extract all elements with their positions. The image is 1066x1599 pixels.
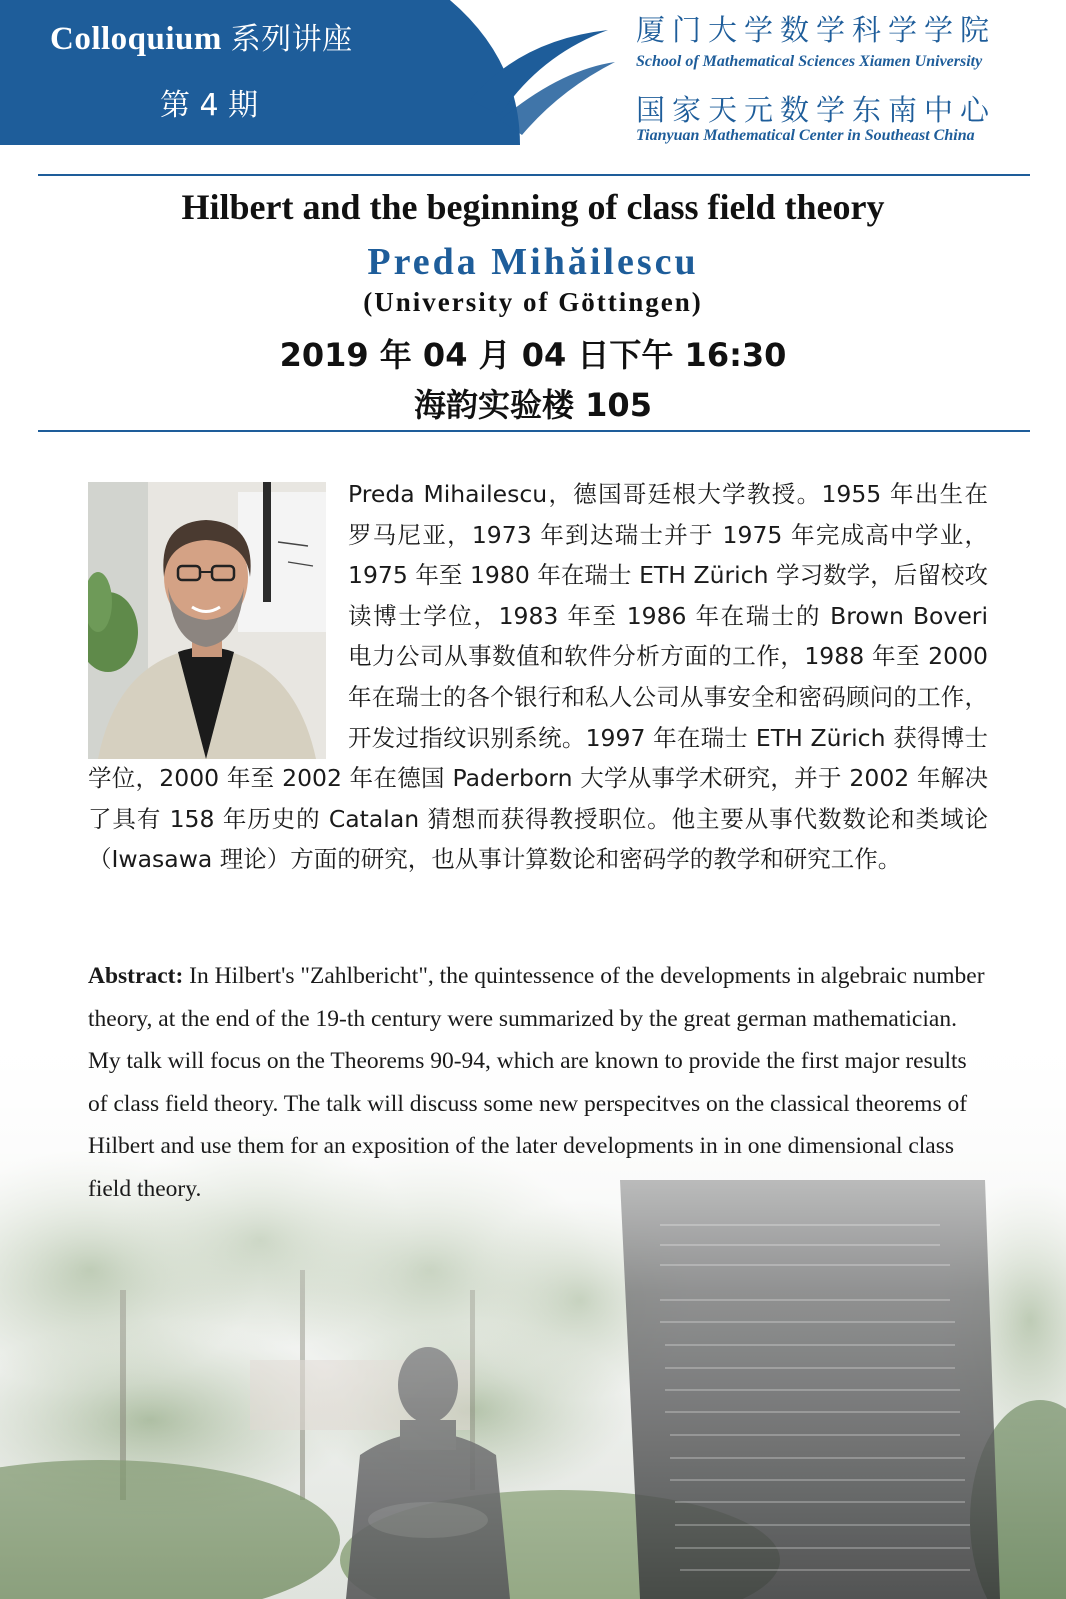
series-title: Colloquium 系列讲座 — [50, 21, 353, 57]
school-name-cn: 厦门大学数学科学学院 — [636, 13, 997, 47]
speaker-name: Preda Mihăilescu — [367, 241, 699, 283]
talk-abstract — [88, 955, 988, 1210]
bio-photo-spacer — [88, 474, 348, 754]
talk-title: Hilbert and the beginning of class field theory — [181, 187, 885, 227]
abstract-text: In Hilbert's "Zahlbericht", the quintessence of the developments in algebraic number theory, at the end of the 19-th century were summarized by the great german mathematician. My talk will focus on the Theorems 90-94, which are known to provide the first major results of class field theory. The talk will discuss some new perspecitves on the classical theorems of Hilbert and use them for an exposition of the later developments in in one dimensional class field theory. — [88, 963, 985, 1202]
speaker-bio — [88, 474, 988, 880]
talk-datetime: 2019 年 04 月 04 日下午 16:30 — [279, 336, 787, 374]
abstract-label: Abstract: — [88, 963, 184, 989]
school-name-en: School of Mathematical Sciences Xiamen University — [636, 53, 983, 70]
bio-text: Preda Mihailescu，德国哥廷根大学教授。1955 年出生在罗马尼亚，1973 年到达瑞士并于 1975 年完成高中学业，1975 年至 1980 年在瑞士 ETH Zürich 学习数学，后留校攻读博士学位，1983 年至 1986 年在瑞士的 Brown Boveri 电力公司从事数值和软件分析方面的工作，1988 年至 2000 年在瑞士的各个银行和私人公司从事安全和密码顾问的工作，开发过指纹识别系统。1997 年在瑞士 ETH Zürich 获得博士学位，2000 年至 2002 年在德国 Paderborn 大学从事学术研究，并于 2002 年解决了具有 158 年历史的 Catalan 猜想而获得教授职位。他主要从事代数数论和类域论（Iwasawa 理论）方面的研究，也从事计算数论和密码学的教学和研究工作。 — [88, 480, 988, 874]
center-name-en: Tianyuan Mathematical Center in Southeast China — [636, 127, 975, 144]
speaker-affiliation: (University of Göttingen) — [363, 287, 703, 317]
issue-number: 第 4 期 — [160, 88, 259, 123]
center-name-cn: 国家天元数学东南中心 — [636, 93, 997, 127]
talk-venue: 海韵实验楼 105 — [414, 386, 652, 424]
bottom-divider — [38, 430, 1030, 432]
top-divider — [38, 174, 1030, 176]
